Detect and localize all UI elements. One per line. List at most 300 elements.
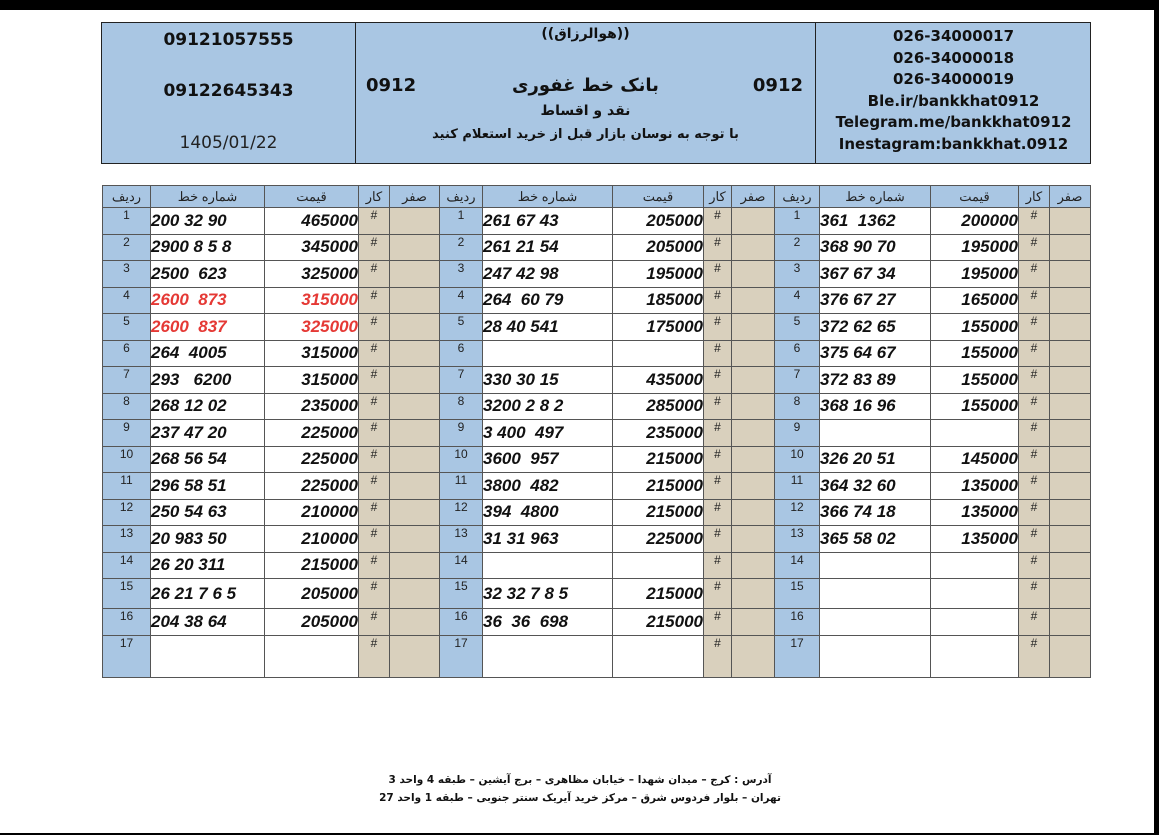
line-price [931,552,1019,579]
kar-mark: # [1019,635,1050,677]
kar-mark: # [359,208,390,235]
sefr-cell [732,552,775,579]
sefr-cell [732,635,775,677]
kar-mark: # [704,420,732,447]
line-price: 315000 [265,340,359,367]
table-row [103,340,1091,367]
line-price: 135000 [931,473,1019,500]
kar-mark: # [1019,609,1050,636]
sefr-cell [732,499,775,526]
sefr-cell [390,579,440,609]
sefr-cell [390,609,440,636]
row-number: 4 [440,287,483,314]
line-price: 135000 [931,499,1019,526]
header-line-number: شماره خط [151,186,265,208]
prefix-left: 0912 [366,75,417,96]
sefr-cell [732,446,775,473]
kar-mark: # [359,609,390,636]
line-price: 225000 [265,420,359,447]
header-sefr: صفر [390,186,440,208]
table-row [103,552,1091,579]
kar-mark: # [359,234,390,261]
row-number: 12 [440,499,483,526]
subtitle: نقد و اقساط [540,103,631,119]
kar-mark: # [704,635,732,677]
landline-1: 026-34000017 [892,27,1015,45]
row-number: 1 [440,208,483,235]
sefr-cell [1050,393,1091,420]
table-row [103,367,1091,394]
header-sefr: صفر [732,186,775,208]
line-number[interactable]: 394 4800 [483,499,613,526]
row-number: 17 [103,635,151,677]
line-price: 155000 [931,393,1019,420]
header-price: قیمت [931,186,1019,208]
line-number[interactable] [820,609,931,636]
line-number[interactable]: 237 47 20 [151,420,265,447]
kar-mark: # [704,208,732,235]
table-header-row [103,186,1091,208]
line-number[interactable]: 261 21 54 [483,234,613,261]
sefr-cell [732,579,775,609]
kar-mark: # [1019,420,1050,447]
line-price: 345000 [265,234,359,261]
row-number: 1 [103,208,151,235]
kar-mark: # [359,446,390,473]
line-number[interactable]: 361 1362 [820,208,931,235]
row-number: 13 [103,526,151,553]
kar-mark: # [359,340,390,367]
table-row [103,393,1091,420]
line-price: 175000 [613,314,704,341]
row-number: 7 [775,367,820,394]
sefr-cell [732,261,775,288]
line-number[interactable]: 375 64 67 [820,340,931,367]
sefr-cell [390,234,440,261]
header-kar: کار [1019,186,1050,208]
kar-mark: # [1019,579,1050,609]
row-number: 17 [775,635,820,677]
line-number[interactable]: 20 983 50 [151,526,265,553]
line-number[interactable]: 268 56 54 [151,446,265,473]
table-row [103,473,1091,500]
kar-mark: # [1019,393,1050,420]
line-number[interactable] [820,635,931,677]
sefr-cell [732,314,775,341]
line-number[interactable]: 32 32 7 8 5 [483,579,613,609]
line-price: 155000 [931,367,1019,394]
sefr-cell [390,499,440,526]
row-number: 9 [440,420,483,447]
line-price: 195000 [931,234,1019,261]
kar-mark: # [704,446,732,473]
line-number[interactable]: 261 67 43 [483,208,613,235]
line-price [931,420,1019,447]
date-label: 1405/01/22 [179,133,278,153]
price-sheet [0,10,1154,833]
line-number[interactable]: 31 31 963 [483,526,613,553]
line-price: 205000 [613,208,704,235]
line-price: 225000 [265,473,359,500]
kar-mark: # [359,526,390,553]
line-price: 465000 [265,208,359,235]
kar-mark: # [704,552,732,579]
line-price: 215000 [613,473,704,500]
market-note: با توجه به نوسان بازار قبل از خرید استعلام کنید [432,127,739,142]
row-number: 13 [775,526,820,553]
sefr-cell [1050,446,1091,473]
sefr-cell [1050,609,1091,636]
line-number[interactable]: 330 30 15 [483,367,613,394]
sefr-cell [732,526,775,553]
kar-mark: # [704,609,732,636]
sefr-cell [732,367,775,394]
line-price: 155000 [931,340,1019,367]
kar-mark: # [1019,287,1050,314]
sefr-cell [390,420,440,447]
line-number[interactable]: 26 20 311 [151,552,265,579]
line-number[interactable]: 26 21 7 6 5 [151,579,265,609]
telegram-link: Telegram.me/bankkhat0912 [835,113,1072,131]
sefr-cell [390,287,440,314]
kar-mark: # [704,393,732,420]
line-number[interactable]: 372 83 89 [820,367,931,394]
kar-mark: # [359,393,390,420]
line-number[interactable]: 296 58 51 [151,473,265,500]
kar-mark: # [1019,208,1050,235]
line-price: 145000 [931,446,1019,473]
line-price: 225000 [265,446,359,473]
table-row [103,635,1091,677]
line-price: 235000 [265,393,359,420]
row-number: 5 [440,314,483,341]
line-price: 205000 [265,609,359,636]
row-number: 16 [440,609,483,636]
row-number: 2 [775,234,820,261]
kar-mark: # [1019,367,1050,394]
table-row [103,234,1091,261]
line-price: 325000 [265,261,359,288]
line-number[interactable]: 264 4005 [151,340,265,367]
header-row-number: ردیف [440,186,483,208]
row-number: 15 [103,579,151,609]
sefr-cell [390,446,440,473]
row-number: 5 [775,314,820,341]
line-number[interactable]: 293 6200 [151,367,265,394]
row-number: 12 [775,499,820,526]
sefr-cell [390,208,440,235]
line-number[interactable]: 2600 873 [151,287,265,314]
address-line-2: تهران – بلوار فردوس شرق – مرکز خرید آیریک سنتر جنوبی – طبقه 1 واحد 27 [379,792,781,804]
kar-mark: # [704,499,732,526]
line-number[interactable]: 365 58 02 [820,526,931,553]
line-price: 325000 [265,314,359,341]
header-line-number: شماره خط [483,186,613,208]
kar-mark: # [359,473,390,500]
line-price: 215000 [265,552,359,579]
sefr-cell [1050,367,1091,394]
row-number: 16 [103,609,151,636]
sefr-cell [390,393,440,420]
row-number: 11 [103,473,151,500]
line-number[interactable]: 368 90 70 [820,234,931,261]
sefr-cell [1050,234,1091,261]
line-price: 165000 [931,287,1019,314]
line-number[interactable]: 250 54 63 [151,499,265,526]
line-number[interactable]: 3600 957 [483,446,613,473]
kar-mark: # [704,314,732,341]
line-price: 205000 [613,234,704,261]
line-number[interactable]: 2600 837 [151,314,265,341]
table-row [103,446,1091,473]
row-number: 6 [775,340,820,367]
sefr-cell [1050,579,1091,609]
prefix-right: 0912 [752,75,803,96]
header-row-number: ردیف [103,186,151,208]
line-number[interactable]: 247 42 98 [483,261,613,288]
sefr-cell [1050,314,1091,341]
sefr-cell [1050,420,1091,447]
sefr-cell [732,420,775,447]
kar-mark: # [704,473,732,500]
line-price [265,635,359,677]
line-price: 195000 [613,261,704,288]
row-number: 15 [775,579,820,609]
row-number: 17 [440,635,483,677]
line-number[interactable] [483,340,613,367]
sefr-cell [1050,473,1091,500]
line-number[interactable]: 200 32 90 [151,208,265,235]
kar-mark: # [704,287,732,314]
line-price [613,635,704,677]
line-price: 215000 [613,579,704,609]
sefr-cell [390,635,440,677]
kar-mark: # [704,579,732,609]
kar-mark: # [1019,499,1050,526]
sefr-cell [732,473,775,500]
sefr-cell [390,340,440,367]
line-price: 215000 [613,446,704,473]
row-number: 7 [103,367,151,394]
line-number[interactable]: 264 60 79 [483,287,613,314]
kar-mark: # [704,526,732,553]
line-price: 210000 [265,526,359,553]
header-price: قیمت [265,186,359,208]
header-box [101,22,1091,164]
row-number: 8 [775,393,820,420]
line-price: 285000 [613,393,704,420]
line-price [931,635,1019,677]
kar-mark: # [1019,234,1050,261]
row-number: 6 [103,340,151,367]
line-number[interactable]: 367 67 34 [820,261,931,288]
sefr-cell [732,393,775,420]
row-number: 2 [440,234,483,261]
kar-mark: # [1019,473,1050,500]
numbers-table [102,185,1091,678]
kar-mark: # [1019,526,1050,553]
line-number[interactable]: 36 36 698 [483,609,613,636]
row-number: 14 [775,552,820,579]
line-price: 185000 [613,287,704,314]
table-row [103,420,1091,447]
kar-mark: # [704,261,732,288]
line-number[interactable]: 3800 482 [483,473,613,500]
sefr-cell [732,234,775,261]
sefr-cell [732,208,775,235]
row-number: 1 [775,208,820,235]
line-number[interactable]: 326 20 51 [820,446,931,473]
mobile-phone-1: 09121057555 [163,30,294,50]
sefr-cell [732,609,775,636]
row-number: 11 [775,473,820,500]
line-price: 235000 [613,420,704,447]
mobile-phone-2: 09122645343 [163,81,294,101]
line-price: 215000 [613,609,704,636]
row-number: 6 [440,340,483,367]
row-number: 12 [103,499,151,526]
kar-mark: # [359,261,390,288]
line-number[interactable]: 2900 8 5 8 [151,234,265,261]
kar-mark: # [1019,340,1050,367]
shop-title: بانک خط غفوری [512,75,659,96]
header-row-number: ردیف [775,186,820,208]
line-price [931,579,1019,609]
table-row [103,208,1091,235]
header-left-column [102,23,356,163]
sefr-cell [390,261,440,288]
row-number: 3 [775,261,820,288]
header-kar: کار [359,186,390,208]
line-price: 215000 [613,499,704,526]
header-sefr: صفر [1050,186,1091,208]
kar-mark: # [359,552,390,579]
kar-mark: # [359,635,390,677]
row-number: 10 [103,446,151,473]
line-price: 435000 [613,367,704,394]
line-number[interactable]: 204 38 64 [151,609,265,636]
line-number[interactable]: 3200 2 8 2 [483,393,613,420]
row-number: 5 [103,314,151,341]
line-number[interactable] [820,420,931,447]
line-price: 225000 [613,526,704,553]
row-number: 14 [440,552,483,579]
row-number: 4 [775,287,820,314]
row-number: 3 [103,261,151,288]
motto: ((هوالرزاق)) [541,26,630,42]
row-number: 3 [440,261,483,288]
row-number: 7 [440,367,483,394]
line-price: 195000 [931,261,1019,288]
line-number[interactable] [820,579,931,609]
line-number[interactable] [483,552,613,579]
sefr-cell [732,287,775,314]
table-row [103,579,1091,609]
table-row [103,526,1091,553]
table-row [103,287,1091,314]
table-row [103,499,1091,526]
line-number[interactable]: 2500 623 [151,261,265,288]
sefr-cell [1050,208,1091,235]
kar-mark: # [359,314,390,341]
line-number[interactable]: 364 32 60 [820,473,931,500]
row-number: 4 [103,287,151,314]
bale-link: Ble.ir/bankkhat0912 [867,91,1040,110]
line-number[interactable]: 3 400 497 [483,420,613,447]
header-kar: کار [704,186,732,208]
line-price: 205000 [265,579,359,609]
row-number: 13 [440,526,483,553]
sefr-cell [1050,261,1091,288]
instagram-link: Inestagram:bankkhat.0912 [838,134,1069,153]
line-number[interactable]: 368 16 96 [820,393,931,420]
line-number[interactable]: 28 40 541 [483,314,613,341]
sefr-cell [1050,287,1091,314]
sefr-cell [1050,499,1091,526]
table-row [103,314,1091,341]
kar-mark: # [704,234,732,261]
sefr-cell [390,526,440,553]
line-number[interactable]: 372 62 65 [820,314,931,341]
sefr-cell [1050,552,1091,579]
row-number: 8 [440,393,483,420]
line-price: 315000 [265,367,359,394]
kar-mark: # [359,579,390,609]
kar-mark: # [359,420,390,447]
row-number: 10 [440,446,483,473]
line-number[interactable]: 376 67 27 [820,287,931,314]
line-price [931,609,1019,636]
line-price [613,340,704,367]
row-number: 10 [775,446,820,473]
kar-mark: # [359,499,390,526]
header-line-number: شماره خط [820,186,931,208]
kar-mark: # [1019,446,1050,473]
table-row [103,609,1091,636]
row-number: 9 [103,420,151,447]
row-number: 15 [440,579,483,609]
line-number[interactable]: 366 74 18 [820,499,931,526]
row-number: 11 [440,473,483,500]
sefr-cell [390,314,440,341]
kar-mark: # [359,287,390,314]
line-price: 210000 [265,499,359,526]
sefr-cell [390,473,440,500]
line-price: 200000 [931,208,1019,235]
row-number: 8 [103,393,151,420]
kar-mark: # [704,367,732,394]
kar-mark: # [1019,552,1050,579]
row-number: 14 [103,552,151,579]
sefr-cell [390,552,440,579]
line-number[interactable] [483,635,613,677]
landline-3: 026-34000019 [892,70,1015,88]
line-number[interactable] [820,552,931,579]
sefr-cell [1050,340,1091,367]
header-middle-column [356,23,816,163]
kar-mark: # [704,340,732,367]
row-number: 16 [775,609,820,636]
sefr-cell [732,340,775,367]
line-number[interactable]: 268 12 02 [151,393,265,420]
header-price: قیمت [613,186,704,208]
sefr-cell [390,367,440,394]
line-price: 315000 [265,287,359,314]
landline-2: 026-34000018 [892,48,1015,67]
sefr-cell [1050,635,1091,677]
line-number[interactable] [151,635,265,677]
address-line-1: آدرس : کرج – میدان شهدا – خیابان مظاهری – برج آیشین – طبقه 4 واحد 3 [388,774,772,786]
